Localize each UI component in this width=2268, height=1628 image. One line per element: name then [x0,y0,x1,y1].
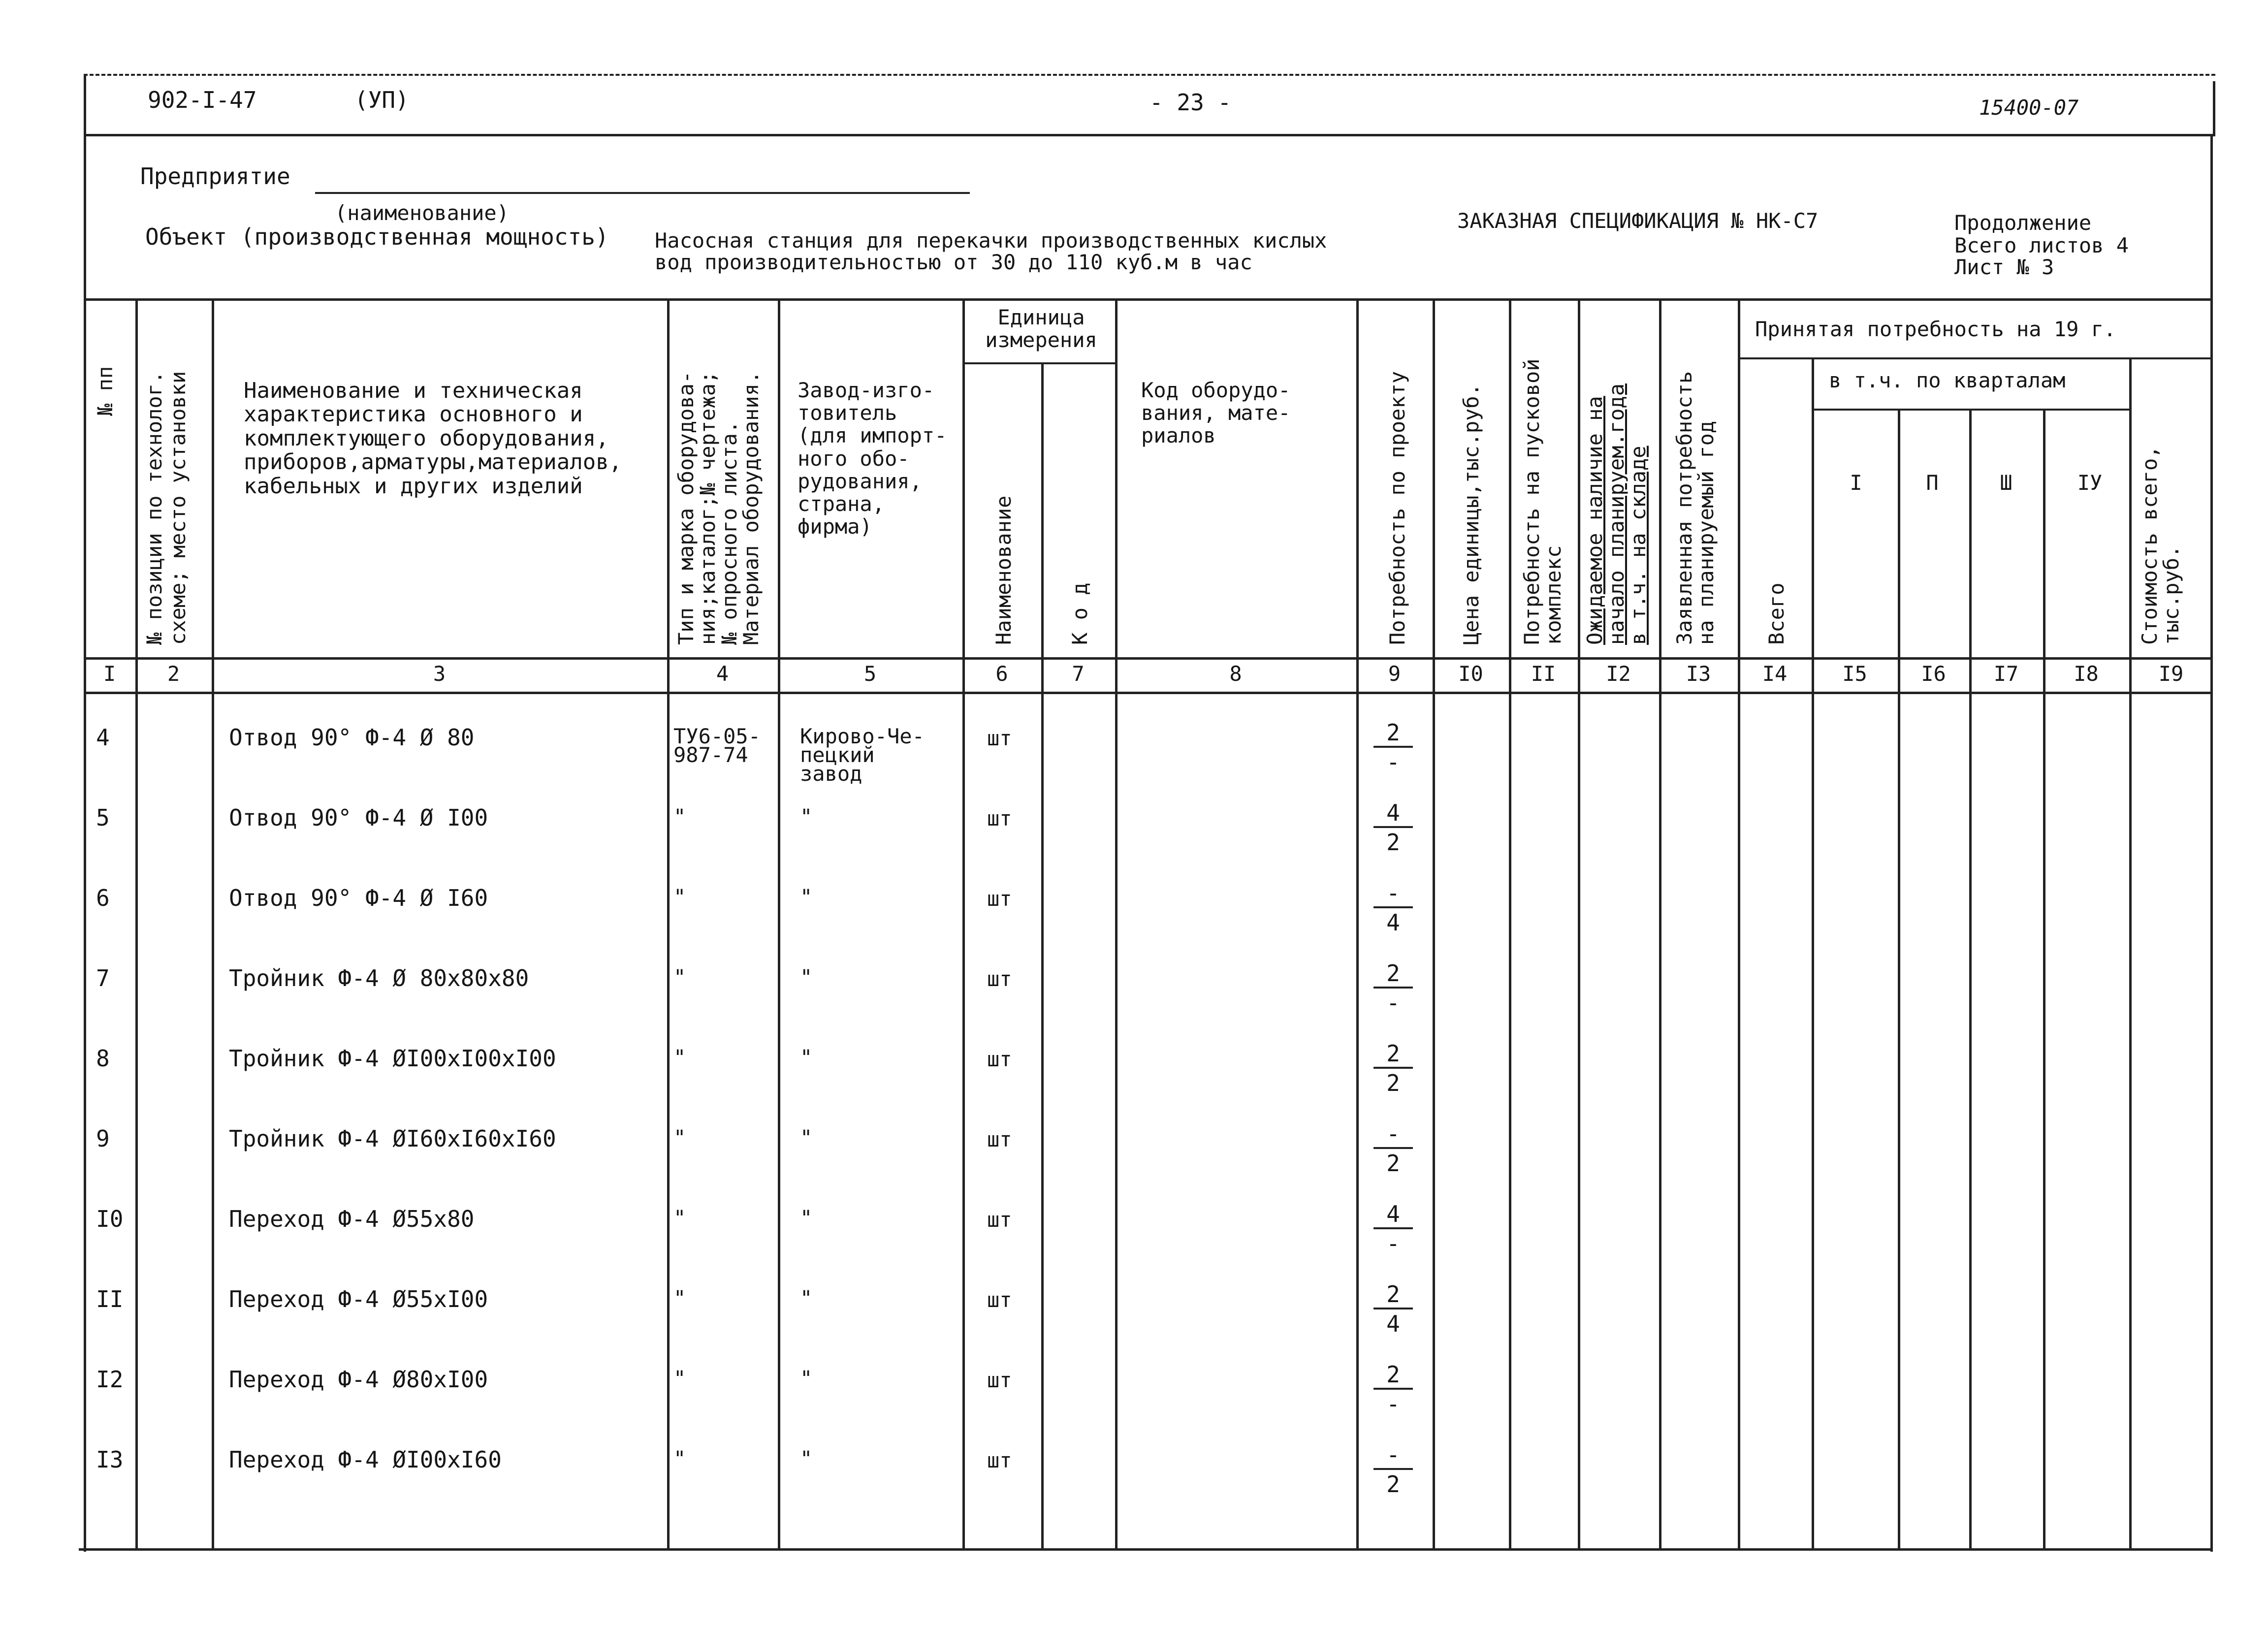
doc-edition: (УП) [354,87,409,113]
unit-group-line [962,362,1115,364]
item-name: Переход Ф-4 Ø55хI00 [229,1286,488,1312]
row-number: I3 [96,1446,124,1473]
item-type: " [673,965,686,989]
col-line-15 [1898,409,1900,1549]
item-name: Переход Ф-4 Ø80хI00 [229,1366,488,1393]
top-border-line [84,74,2215,76]
requirement-bottom: 2 [1386,1150,1400,1177]
col5-header-line: (для импорт- [798,423,947,448]
table-bottom-line [79,1548,2213,1551]
col14-header: Всего [1764,582,1789,645]
accepted-group-header: Принятая потребность на 19 г. [1755,317,2116,341]
fraction-bar [1374,1147,1413,1149]
requirement-top: - [1386,1441,1400,1468]
fraction-bar [1374,1468,1413,1470]
column-number: 3 [433,662,446,686]
unit-name: шт [987,887,1012,911]
col9-header: Потребность по проекту [1385,371,1409,645]
col5-header [798,379,947,538]
item-type: " [673,804,686,829]
col-line-4 [778,298,780,1549]
enterprise-underline [315,192,970,194]
unit-name: шт [987,806,1012,830]
item-manufacturer: завод [800,762,862,786]
col6-header: Наименование [991,495,1016,645]
item-type: 987-74 [673,743,748,767]
col-line-17 [2043,409,2045,1549]
unit-name: шт [987,726,1012,750]
requirement-bottom: 2 [1386,1471,1400,1498]
item-name: Тройник Ф-4 ØI00хI00хI00 [229,1045,556,1072]
col18-header: IУ [2077,471,2103,495]
requirement-top: 2 [1386,960,1400,987]
unit-name: шт [987,1208,1012,1232]
col10-header: Цена единицы,тыс.руб. [1459,383,1483,645]
row-number: 5 [96,804,110,831]
item-manufacturer: " [800,1366,813,1390]
requirement-top: 4 [1386,799,1400,826]
requirement-bottom: - [1386,990,1400,1016]
total-sheets: Всего листов 4 [1954,233,2129,257]
fraction-bar [1374,1227,1413,1229]
item-name: Отвод 90° Ф-4 Ø 80 [229,724,475,751]
unit-name: шт [987,1047,1012,1071]
requirement-bottom: - [1386,1391,1400,1417]
fraction-bar [1374,746,1413,748]
row-number: II [96,1286,124,1312]
col2-header-line: № позиции по технолог. [142,371,166,645]
requirement-fraction [1374,1363,1413,1415]
col12-header-line: Ожидаемое наличие на [1583,396,1607,645]
col-line-13 [1738,298,1740,1549]
item-manufacturer: " [800,965,813,989]
row-number: 8 [96,1045,110,1072]
item-manufacturer: " [800,1125,813,1149]
row-number: 6 [96,885,110,911]
fraction-bar [1374,987,1413,989]
col11-header [1521,358,1565,645]
quarters-group-header: в т.ч. по кварталам [1829,368,2066,392]
column-number: I2 [1606,662,1631,686]
fraction-bar [1374,906,1413,908]
col-line-10 [1509,298,1511,1549]
sheet-number: Лист № 3 [1954,255,2054,279]
col8-header-line: Код оборудо- [1141,378,1291,402]
colnum-bottom-line [84,692,2213,694]
requirement-top: 2 [1386,1281,1400,1308]
col-line-3 [667,298,670,1549]
object-value-line1: Насосная станция для перекачки производственных кислых [655,228,1327,253]
col12-header-line: в т.ч. на складе [1626,446,1651,645]
col16-header: П [1926,471,1939,495]
col4-header-line: Материал оборудования. [739,371,764,645]
requirement-fraction [1374,801,1413,854]
unit-name: шт [987,1127,1012,1151]
col11-header-line: Потребность на пусковой [1520,358,1544,645]
column-number: 6 [995,662,1008,686]
row-number: I0 [96,1206,124,1232]
col-line-2 [212,298,214,1549]
requirement-fraction [1374,1122,1413,1175]
column-number: I5 [1842,662,1867,686]
col8-header-line: вания, мате- [1141,401,1291,425]
fraction-bar [1374,826,1413,828]
col-line-16 [1969,409,1972,1549]
column-number: 4 [716,662,729,686]
object-label: Объект (производственная мощность) [145,223,609,250]
object-value-line2: вод производительностью от 30 до 110 куб.м в час [655,250,1252,274]
item-type: ТУ6-05- [673,724,761,748]
col19-header [2139,446,2182,645]
item-manufacturer: " [800,1446,813,1470]
col3-header-line: кабельных и других изделий [244,473,583,499]
requirement-fraction [1374,962,1413,1014]
col4-header-line: ния;каталог;№ чертежа; [696,371,720,645]
col-line-1 [135,298,138,1549]
requirement-top: 4 [1386,1201,1400,1227]
item-name: Переход Ф-4 ØI00хI60 [229,1446,502,1473]
requirement-fraction [1374,882,1413,934]
item-type: " [673,1286,686,1310]
requirement-bottom: 2 [1386,829,1400,856]
table-top-line [84,298,2213,301]
col13-header-line: Заявленная потребность [1672,371,1696,645]
col3-header-line: Наименование и техническая [244,378,583,403]
column-number: II [1531,662,1556,686]
col3-header-line: приборов,арматуры,материалов, [244,449,622,475]
col-line-18 [2129,357,2132,1549]
item-type: " [673,1206,686,1230]
item-manufacturer: " [800,1045,813,1069]
requirement-bottom: - [1386,749,1400,775]
item-name: Отвод 90° Ф-4 Ø I00 [229,804,488,831]
sheet-right-edge [2210,134,2213,1552]
col12-header-line: начало планируем.года [1604,383,1629,645]
header-right-edge [2213,81,2215,135]
requirement-fraction [1374,1283,1413,1335]
unit-group-line-text: Единица [997,305,1085,329]
item-type: " [673,885,686,909]
col1-header: № пп [93,366,117,416]
column-number: I6 [1921,662,1946,686]
column-number: 8 [1229,662,1242,686]
col-line-6 [1041,362,1044,1549]
unit-name: шт [987,967,1012,991]
row-number: I2 [96,1366,124,1393]
col4-header-line: № опросного листа. [717,420,742,645]
requirement-fraction [1374,1042,1413,1094]
requirement-fraction [1374,1203,1413,1255]
requirement-top: 2 [1386,1361,1400,1388]
item-manufacturer: " [800,804,813,829]
item-name: Тройник Ф-4 Ø 80х80х80 [229,965,529,991]
continuation-label: Продолжение [1954,211,2092,235]
column-number: I3 [1686,662,1711,686]
item-manufacturer: пецкий [800,743,875,767]
col13-header [1674,371,1717,645]
title-block-top-line [84,134,2215,136]
col-line-5 [962,298,965,1549]
col3-header-line: комплектующего оборудования, [244,425,609,451]
item-type: " [673,1125,686,1149]
item-manufacturer: " [800,1286,813,1310]
unit-name: шт [987,1448,1012,1472]
header-left-edge [84,74,86,135]
item-manufacturer: " [800,885,813,909]
col5-header-line: фирма) [798,514,872,539]
doc-code: 902-I-47 [148,87,257,113]
item-type: " [673,1446,686,1470]
col4-header [675,371,762,645]
col5-header-line: Завод-изго- [798,378,935,402]
col17-header: Ш [2000,471,2012,495]
col5-header-line: товитель [798,401,897,425]
col8-header-line: риалов [1141,423,1216,448]
row-number: 9 [96,1125,110,1152]
unit-group-header [972,306,1110,351]
requirement-top: 2 [1386,1040,1400,1067]
item-manufacturer: Кирово-Че- [800,724,925,748]
col-line-8 [1356,298,1359,1549]
sheet-left-edge [84,134,86,1552]
column-number: 9 [1388,662,1401,686]
col5-header-line: рудования, [798,469,922,493]
col7-header: К о д [1068,582,1092,645]
enterprise-label: Предприятие [140,163,290,190]
requirement-fraction [1374,1443,1413,1496]
item-manufacturer: " [800,1206,813,1230]
col4-header-line: Тип и марка оборудова- [674,371,698,645]
header-bottom-line [84,657,2213,660]
unit-name: шт [987,1288,1012,1312]
col2-header [143,371,191,645]
column-number: I [103,662,116,686]
spec-title: ЗАКАЗНАЯ СПЕЦИФИКАЦИЯ № НК-С7 [1457,209,1819,233]
col2-header-line: схеме; место установки [166,371,191,645]
col19-header-line: тыс.руб. [2159,545,2184,645]
fraction-bar [1374,1388,1413,1390]
row-number: 4 [96,724,110,751]
requirement-top: 2 [1386,719,1400,746]
col3-header-line: характеристика основного и [244,402,583,427]
column-number: I9 [2158,662,2184,686]
requirement-fraction [1374,721,1413,773]
item-type: " [673,1366,686,1390]
item-name: Переход Ф-4 Ø55х80 [229,1206,475,1232]
column-number: 5 [863,662,877,686]
item-name: Отвод 90° Ф-4 Ø I60 [229,885,488,911]
requirement-top: - [1386,1120,1400,1147]
col-line-7 [1115,298,1118,1549]
requirement-top: - [1386,880,1400,906]
col-line-9 [1433,298,1435,1549]
archive-number: 15400-07 [1979,96,2079,120]
fraction-bar [1374,1308,1413,1309]
col5-header-line: страна, [798,491,885,516]
col19-header-line: Стоимость всего, [2138,446,2162,645]
column-number: I4 [1762,662,1788,686]
unit-name: шт [987,1368,1012,1392]
page-number: - 23 - [1150,89,1232,116]
requirement-bottom: 4 [1386,909,1400,936]
col-line-11 [1578,298,1580,1549]
fraction-bar [1374,1067,1413,1069]
column-number: I7 [1993,662,2019,686]
col13-header-line: на планируемый год [1694,420,1719,645]
column-number: 2 [167,662,180,686]
item-name: Тройник Ф-4 ØI60хI60хI60 [229,1125,556,1152]
col-line-12 [1659,298,1661,1549]
col11-header-line: комплекс [1541,545,1566,645]
col3-header [244,379,622,498]
requirement-bottom: - [1386,1230,1400,1257]
column-number: I0 [1458,662,1483,686]
column-number: I8 [2074,662,2099,686]
col8-header [1141,379,1290,447]
column-number: 7 [1072,662,1085,686]
col-line-14 [1812,357,1814,1549]
item-type: " [673,1045,686,1069]
col15-header: I [1850,471,1862,495]
unit-group-line-text: измерения [985,328,1097,352]
requirement-bottom: 4 [1386,1310,1400,1337]
col5-header-line: ного обо- [798,446,910,471]
requirement-bottom: 2 [1386,1070,1400,1096]
row-number: 7 [96,965,110,991]
col12-header [1584,383,1649,645]
accepted-group-line [1738,357,2213,359]
name-hint: (наименование) [335,201,510,225]
